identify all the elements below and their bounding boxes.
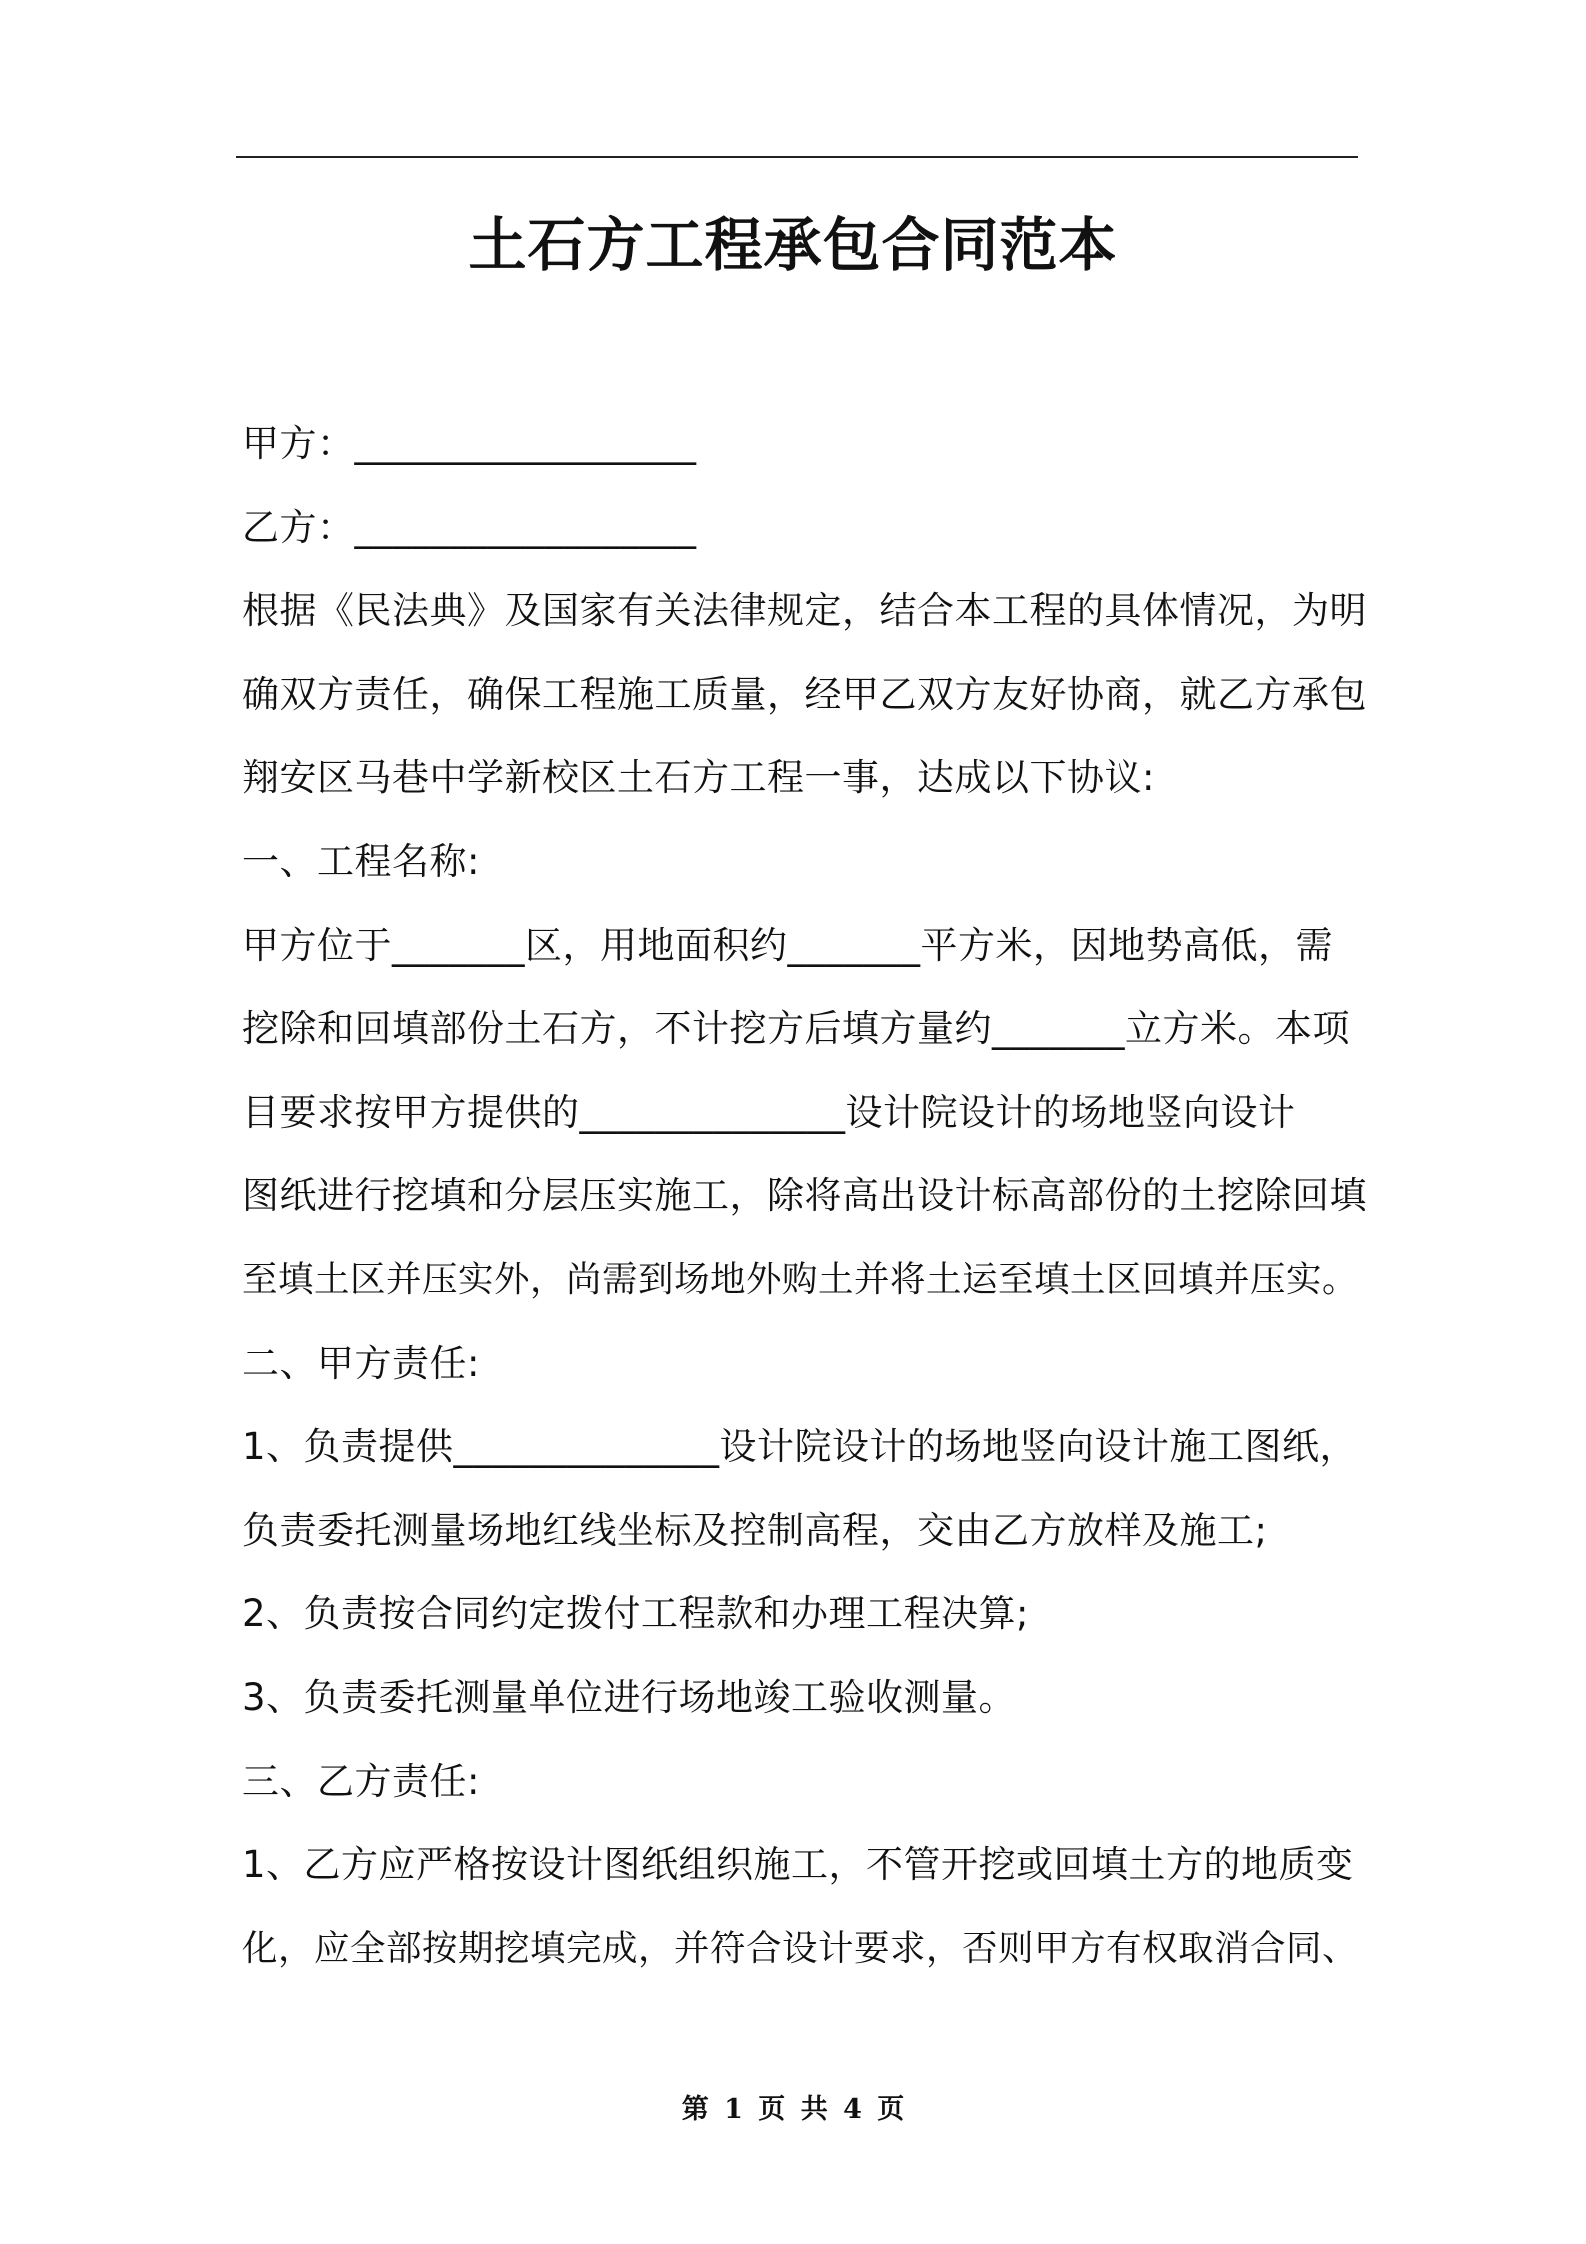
- body-line: 翔安区马巷中学新校区土石方工程一事，达成以下协议:: [242, 756, 1155, 800]
- body-line: 1、乙方应严格按设计图纸组织施工，不管开挖或回填土方的地质变: [242, 1843, 1354, 1887]
- body-line: 根据《民法典》及国家有关法律规定，结合本工程的具体情况，为明: [242, 589, 1367, 633]
- party-b-line: 乙方：__________________: [242, 505, 697, 549]
- body-line: 3、负责委托测量单位进行场地竣工验收测量。: [242, 1675, 1017, 1719]
- document-title: 土石方工程承包合同范本: [468, 211, 1118, 279]
- body-line: 至填土区并压实外，尚需到场地外购土并将土运至填土区回填并压实。: [242, 1258, 1359, 1300]
- body-line: 图纸进行挖填和分层压实施工，除将高出设计标高部份的土挖除回填: [242, 1174, 1367, 1218]
- document-body: [242, 402, 1372, 1990]
- body-line: 确双方责任，确保工程施工质量，经甲乙双方友好协商，就乙方承包: [242, 672, 1367, 716]
- body-line: 负责委托测量场地红线坐标及控制高程，交由乙方放样及施工;: [242, 1508, 1268, 1552]
- body-line: 化，应全部按期挖填完成，并符合设计要求，否则甲方有权取消合同、: [242, 1927, 1359, 1969]
- section-heading: 一、工程名称:: [242, 839, 480, 883]
- page-number-footer: 第 1 页 共 4 页: [681, 2094, 905, 2125]
- party-a-line: 甲方：__________________: [242, 422, 697, 465]
- body-line: 挖除和回填部份土石方，不计挖方后填方量约_______立方米。本项: [242, 1007, 1350, 1051]
- body-line: 1、负责提供______________设计院设计的场地竖向设计施工图纸，: [242, 1425, 1358, 1469]
- header-rule: [236, 156, 1358, 158]
- body-line: 2、负责按合同约定拨付工程款和办理工程决算;: [242, 1592, 1030, 1636]
- section-heading: 三、乙方责任:: [242, 1759, 480, 1803]
- section-heading: 二、甲方责任:: [242, 1341, 480, 1385]
- body-line: 目要求按甲方提供的______________设计院设计的场地竖向设计: [242, 1090, 1296, 1134]
- body-line: 甲方位于_______区，用地面积约_______平方米，因地势高低，需: [242, 923, 1333, 967]
